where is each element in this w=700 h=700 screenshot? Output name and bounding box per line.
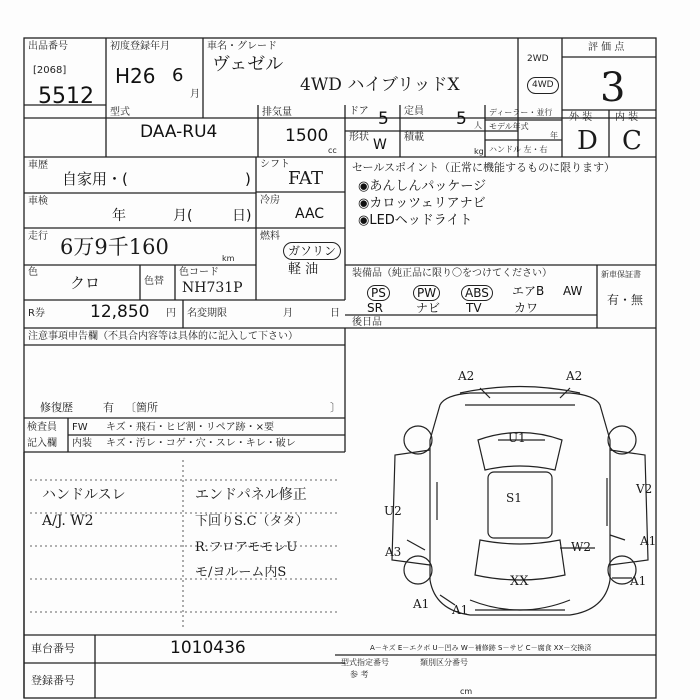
fuel-label: 燃料 — [260, 231, 280, 242]
repair-part: 〔箇所 — [125, 401, 158, 414]
damage-mark: A3 — [385, 545, 402, 559]
history-close: ) — [245, 170, 251, 188]
persons-unit: 人 — [474, 121, 482, 130]
damage-mark: S1 — [506, 491, 522, 505]
lot-sub: [2068] — [33, 65, 67, 76]
cc-unit: cc — [328, 146, 337, 155]
equip-ps: PS — [367, 285, 390, 301]
displacement-value: 1500 — [285, 126, 329, 146]
name-change-day: 日 — [330, 308, 340, 319]
type-value: DAA-RU4 — [140, 122, 218, 142]
inspection-label: 車検 — [28, 196, 48, 207]
doors-label: ドア — [349, 106, 369, 117]
equipment-title: 装備品（純正品に限り〇をつけてください） — [352, 268, 552, 279]
repair-close: 〕 — [330, 401, 341, 414]
equip-abs: ABS — [461, 285, 493, 301]
sales-point-item: ◉LEDヘッドライト — [358, 213, 473, 228]
inspector-note: A/J. W2 — [42, 513, 94, 529]
equip-airbag: エアB — [512, 284, 545, 298]
chassis-number: 1010436 — [170, 638, 246, 658]
interior-checklist: キズ・汚レ・コゲ・穴・スレ・キレ・破レ — [106, 438, 296, 449]
ext-label: 外 装 — [569, 112, 593, 123]
fuel-gasoline-circled: ガソリン — [283, 242, 341, 260]
damage-mark: W2 — [571, 540, 591, 554]
shift-value: FAT — [288, 168, 323, 189]
damage-mark: A1 — [640, 534, 657, 548]
grade-score: 3 — [600, 65, 626, 111]
ac-label: 冷房 — [260, 195, 280, 206]
inspector-label: 検査員 — [27, 422, 57, 433]
inspector-note: R.フロアモモレU — [195, 540, 298, 555]
doors-value: 5 — [378, 109, 389, 129]
inspector-note: モ/ヨルーム内S — [195, 565, 287, 580]
repair-label: 修復歴 — [40, 401, 73, 414]
equip-sr: SR — [367, 301, 383, 315]
first-reg-month: 6 — [172, 65, 184, 86]
registration-label: 登録番号 — [31, 674, 75, 687]
displacement-label: 排気量 — [262, 107, 292, 118]
model-label: 車名・グレード — [207, 41, 277, 52]
int-score: C — [622, 126, 642, 156]
capacity-label: 定員 — [404, 106, 424, 117]
type-label: 型式 — [110, 107, 130, 118]
damage-mark: A1 — [630, 574, 647, 588]
first-reg-era: H26 — [115, 64, 156, 88]
capacity-value: 5 — [456, 109, 467, 129]
model-grade: 4WD ハイブリッドX — [300, 75, 460, 95]
equip-aw: AW — [563, 284, 583, 298]
damage-mark: A1 — [413, 597, 430, 611]
history-label: 車歴 — [28, 160, 48, 171]
damage-mark: V2 — [636, 482, 653, 496]
sales-point-item: ◉カロッツェリアナビ — [358, 196, 486, 211]
damage-legend: A－キズ E－エクボ U－凹み W－補修跡 S－サビ C－腐食 XX－交換済 — [370, 644, 592, 652]
equip-leather: カワ — [514, 301, 539, 315]
handle-label: ハンドル 左・右 — [489, 145, 548, 154]
dealer-label: ディーラー・並行 — [489, 108, 553, 117]
equip-tv: TV — [466, 301, 482, 315]
km-unit: km — [222, 254, 235, 263]
ac-value: AAC — [295, 206, 325, 222]
equip-navi: ナビ — [416, 301, 441, 315]
mileage-label: 走行 — [28, 231, 48, 242]
fw-checklist: キズ・飛石・ヒビ割・リペア跡・×要 — [106, 422, 274, 433]
repair-value: 有 — [103, 401, 114, 414]
name-change-month: 月 — [283, 308, 293, 319]
grade-label: 評 価 点 — [588, 42, 625, 53]
notes-title: 注意事項申告欄（不具合内容等は具体的に記入して下さい） — [28, 331, 298, 342]
warranty-label: 新車保証書 — [601, 270, 641, 279]
color-value: クロ — [70, 274, 101, 292]
sales-points-title: セールスポイント（正常に機能するものに限ります） — [352, 161, 616, 174]
load-label: 積載 — [404, 132, 424, 143]
aftermarket-label: 後日品 — [352, 317, 382, 328]
yen-unit: 円 — [166, 308, 176, 319]
lot-no-label: 出品番号 — [28, 41, 68, 52]
damage-mark: U2 — [384, 504, 402, 518]
damage-mark: A1 — [452, 603, 469, 617]
inspection-year: 年 — [112, 208, 126, 224]
model-name: ヴェゼル — [212, 54, 284, 75]
recycle-value: 12,850 — [90, 302, 150, 322]
type-designation-label: 型式指定番号 — [341, 658, 389, 667]
inspection-day: 日) — [232, 208, 252, 224]
mileage-value: 6万9千160 — [60, 235, 169, 259]
inspector-note: 下回りS.C（タタ） — [195, 514, 309, 529]
inspector-note: ハンドルスレ — [42, 487, 126, 503]
color-code-title: 色コード — [179, 267, 219, 278]
fw-label: FW — [72, 422, 88, 433]
damage-mark: A2 — [566, 369, 583, 383]
drive-4wd-circled: 4WD — [527, 77, 559, 94]
year-unit: 年 — [550, 131, 558, 140]
color-code: NH731P — [182, 280, 243, 296]
history-value: 自家用・( — [62, 170, 128, 188]
inspector-note: エンドパネル修正 — [195, 487, 307, 503]
model-year-label: モデル年式 — [489, 122, 529, 131]
ext-score: D — [577, 126, 598, 156]
inspector-label-2: 記入欄 — [27, 438, 57, 449]
warranty-value: 有・無 — [607, 293, 644, 307]
first-reg-label: 初度登録年月 — [110, 41, 170, 52]
drive-2wd: 2WD — [527, 54, 549, 64]
lot-number: 5512 — [38, 84, 94, 109]
month-unit: 月 — [190, 89, 200, 100]
equip-pw: PW — [413, 285, 440, 301]
interior-label: 内装 — [72, 438, 92, 449]
shape-label: 形状 — [349, 132, 369, 143]
inspection-month: 月( — [173, 208, 193, 224]
kg-unit: kg — [474, 147, 484, 156]
color-change-label: 色替 — [144, 276, 164, 287]
category-label: 類別区分番号 — [420, 658, 468, 667]
sales-point-item: ◉あんしんパッケージ — [358, 179, 487, 194]
int-label: 内 装 — [615, 112, 639, 123]
recycle-label: R券 — [28, 308, 45, 319]
shape-value: W — [373, 137, 387, 153]
shift-label: シフト — [260, 159, 290, 170]
name-change-label: 名変期限 — [187, 308, 227, 319]
color-label: 色 — [28, 267, 38, 278]
fuel-diesel: 軽 油 — [288, 262, 319, 277]
damage-mark: A2 — [458, 369, 475, 383]
chassis-label: 車台番号 — [31, 642, 75, 655]
damage-mark: XX — [510, 574, 529, 589]
reference-label: 参 考 — [350, 670, 369, 679]
damage-mark: U1 — [508, 431, 526, 445]
cm-unit: cm — [460, 687, 473, 696]
